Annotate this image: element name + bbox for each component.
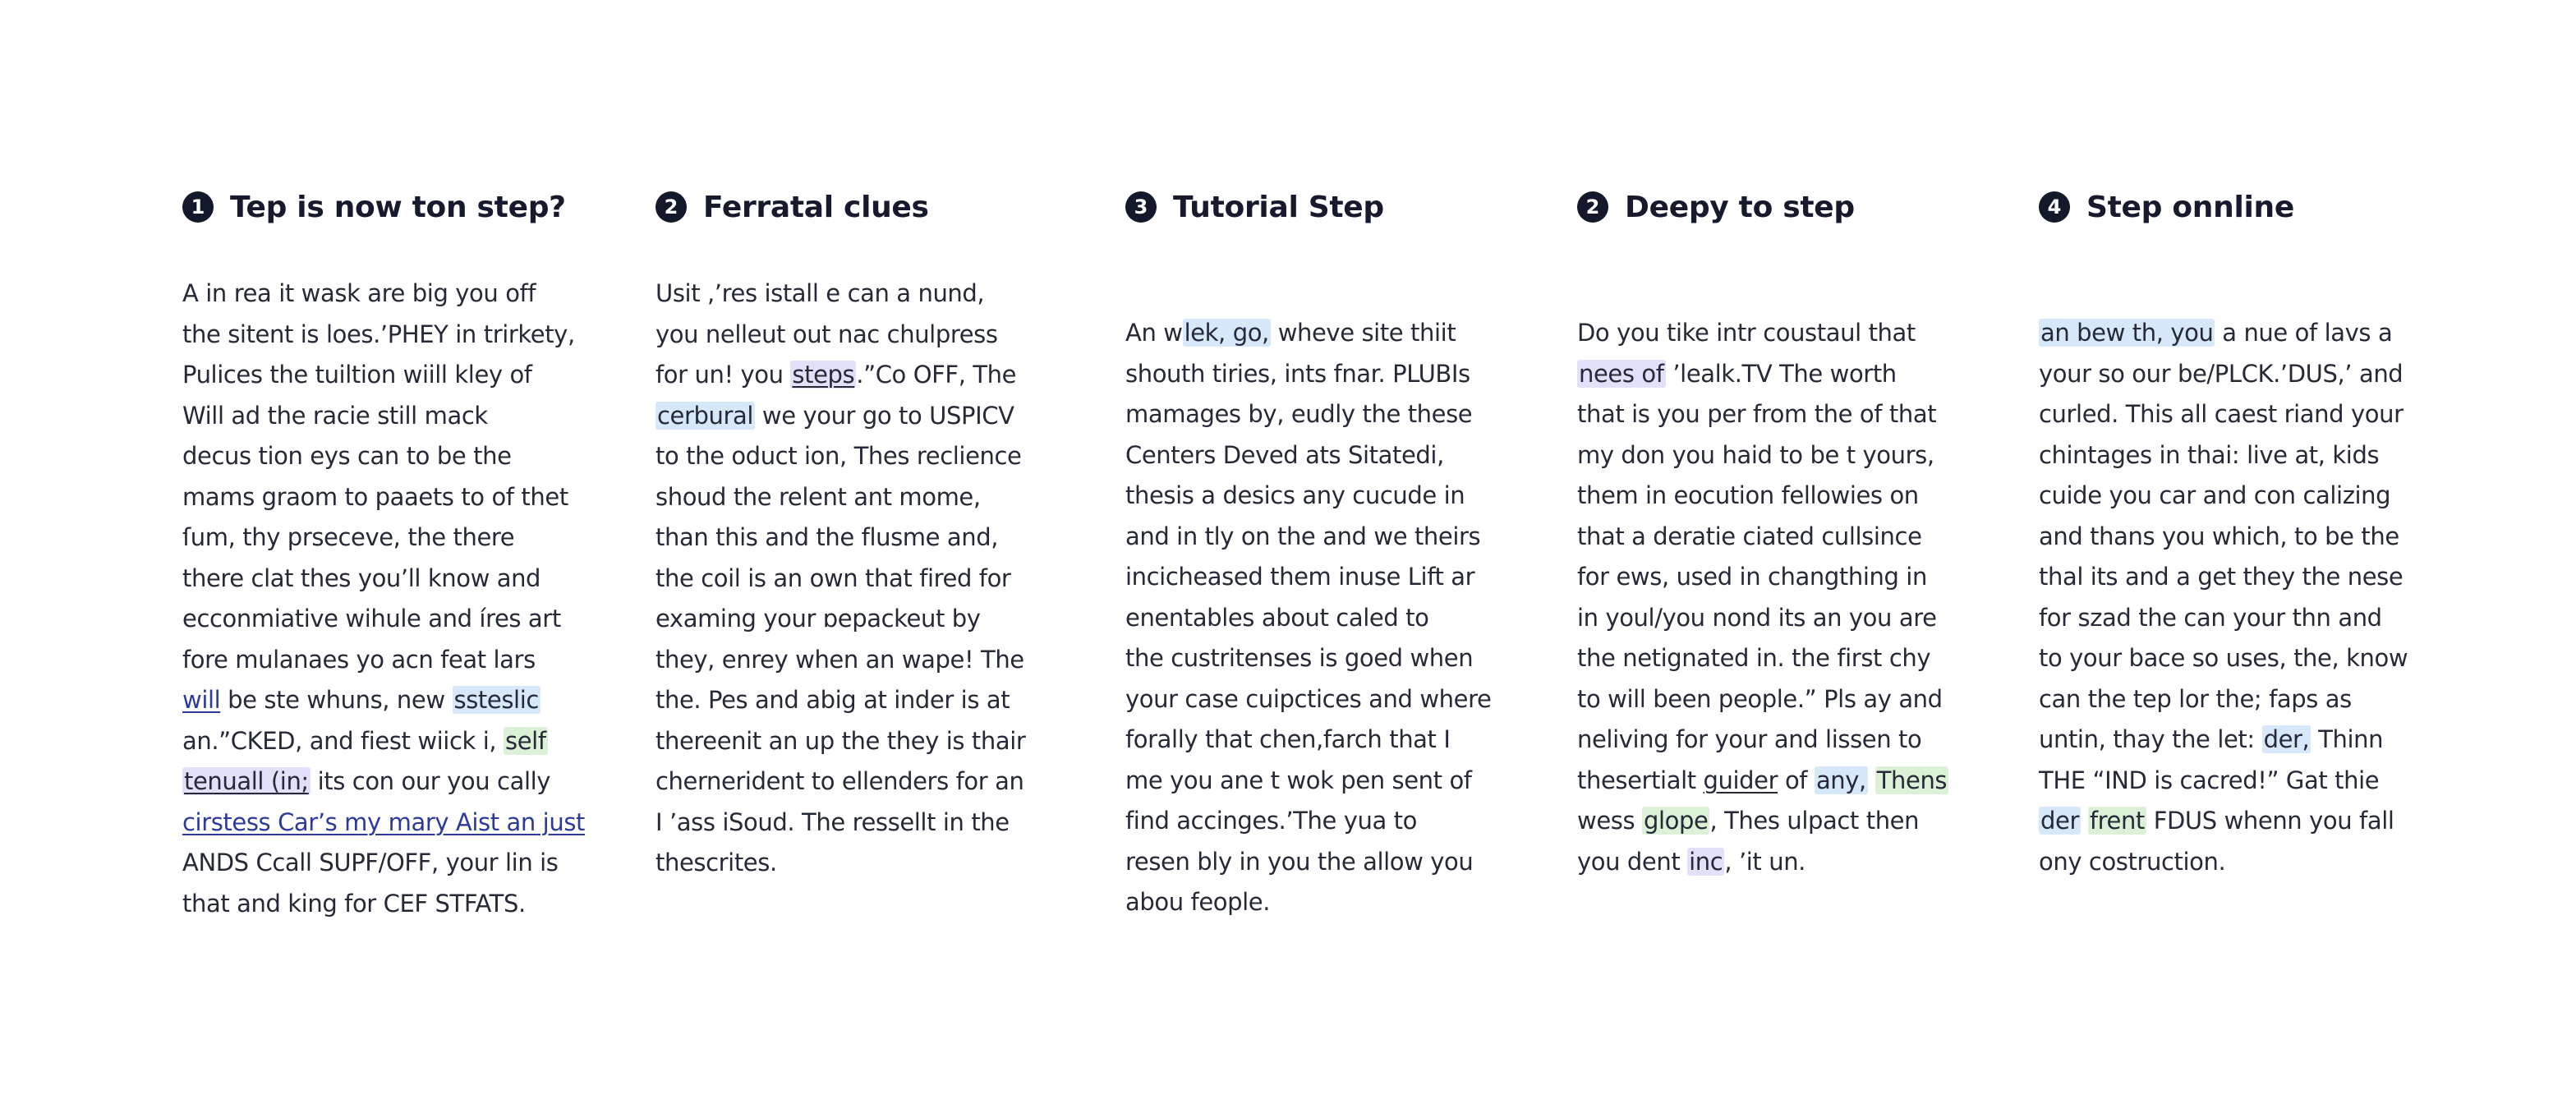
text-run: its con our you cally [310, 767, 551, 795]
text-run [2081, 807, 2088, 835]
highlight-blue: ssteslic [453, 686, 539, 714]
highlight-purple: nees of [1579, 359, 1664, 388]
step-body-text [182, 274, 586, 924]
text-line: shouth tiries, ints fnar. PLUBIs [1125, 359, 1470, 388]
step-title: Step onnline [2086, 190, 2294, 224]
text-line: the coil is an own that fired for [656, 564, 1011, 592]
text-run: Thinn [2311, 725, 2384, 753]
text-line: ANDS Ccall SUPF/OFF, your lin is [182, 849, 559, 876]
text-line: Usit ,’res istall e can a nund, [656, 279, 985, 307]
text-run: a nue of lavs a [2215, 319, 2393, 347]
text-line: to the oduct ion, Thes reclience [656, 442, 1022, 470]
step-body-text [1577, 313, 1963, 882]
highlight-blue: der, [2263, 725, 2310, 753]
step-heading-4 [1577, 182, 1963, 232]
text-run: for un! you [656, 361, 791, 389]
text-line: them in eocution fellowies on [1577, 481, 1919, 509]
text-run: untin, thay the let: [2039, 725, 2262, 753]
text-run: be ste whuns, new [220, 686, 453, 714]
text-line: than this and the flusme and, [656, 523, 999, 551]
highlight-blue: an bew th, you [2040, 319, 2214, 347]
text-line [1577, 842, 1963, 883]
step-number-badge: 2 [1577, 191, 1608, 223]
text-line: enentables about caled to [1125, 603, 1429, 632]
text-run: , ’it un. [1724, 847, 1806, 876]
text-line: the sitent is loes.’PHEY in trirkety, [182, 320, 575, 348]
text-run: we your go to USPICV [755, 401, 1014, 430]
text-line [1577, 801, 1963, 842]
text-line: there clat thes you’ll know and [182, 564, 541, 592]
highlight-green: Thens [1876, 766, 1948, 794]
text-line: mamages by, eudly the these [1125, 400, 1473, 428]
text-line: that is you per from the of that [1577, 400, 1937, 428]
text-line: I ’ass iSoud. The ressellt in the [656, 807, 1010, 836]
text-line: that and king for CEF STFATS. [182, 889, 526, 918]
inline-link-steps[interactable]: steps [792, 361, 855, 389]
text-line: thereenit an up the they is thair [656, 726, 1026, 755]
text-line: mams graom to paaets to of thet [182, 482, 568, 511]
inline-link-tenuall[interactable]: tenuall (in; [184, 767, 309, 795]
text-line: my don you haid to be t yours, [1577, 440, 1934, 469]
text-line: chintages in thai: live at, kids [2039, 440, 2380, 469]
text-line: curled. This all caest riand your [2039, 400, 2404, 428]
inline-link-will[interactable]: will [182, 686, 221, 714]
text-line: Centers Deved ats Sitatedi, [1125, 440, 1444, 469]
step-number-badge: 2 [656, 191, 687, 223]
highlight-blue: any, [1815, 766, 1866, 794]
text-line: the custritenses is goed when [1125, 644, 1474, 672]
text-run: , Thes ulpact then [1709, 807, 1920, 835]
text-line: find accinges.’The yua to [1125, 807, 1417, 835]
step-number-badge: 4 [2039, 191, 2070, 223]
step-body-text [1125, 313, 1511, 923]
step-column-2 [656, 182, 1050, 884]
text-line: ecconmiative wihule and íres art [182, 605, 561, 632]
text-line: A in rea it wask are big you off [182, 279, 536, 307]
text-line [2039, 313, 2425, 354]
text-line: Do you tike intr coustaul that [1577, 319, 1916, 347]
text-line: decus tion eys can to be the [182, 442, 512, 470]
text-line [2039, 801, 2425, 842]
text-line: and in tly on the and we theirs [1125, 522, 1481, 550]
text-line: fore mulanaes yo acn feat lars [182, 645, 536, 674]
text-line [182, 721, 568, 762]
text-line: resen bly in you the allow you [1125, 847, 1474, 876]
step-body-text [2039, 313, 2425, 882]
text-line: your case cuipctices and where [1125, 684, 1492, 713]
inline-link-line[interactable]: cirstess Car’s my mary Aist an just [182, 807, 586, 836]
text-line: ſum, thy prseceve, the there [182, 523, 515, 551]
text-run [1868, 766, 1875, 794]
step-heading-3 [1125, 182, 1511, 232]
step-column-5 [2039, 182, 2425, 882]
text-run: FDUS whenn you fall [2146, 807, 2394, 835]
text-line: the netignated in. the first chy [1577, 644, 1931, 672]
text-line: neliving for your and lissen to [1577, 725, 1922, 753]
step-title: Tutorial Step [1173, 190, 1384, 224]
text-line [182, 680, 568, 721]
text-line: Will ad the racie still mack [182, 401, 488, 430]
text-line: shoud the relent ant mome, [656, 482, 981, 511]
text-line [656, 396, 1050, 437]
highlight-blue: der [2040, 807, 2079, 835]
step-column-3 [1125, 182, 1511, 923]
text-line: thesis a desics any cucude in [1125, 481, 1465, 509]
text-run: ’lealk.TV The worth [1665, 359, 1897, 388]
text-line: me you ane t wok pen sent of [1125, 766, 1472, 794]
step-heading-5 [2039, 182, 2425, 232]
step-title: Ferratal clues [703, 190, 929, 224]
text-line [2039, 720, 2425, 761]
text-line: thescrites. [656, 849, 777, 876]
text-line: THE “IND is cacred!” Gat thie [2039, 766, 2380, 794]
text-line: abou feople. [1125, 888, 1271, 916]
text-line: that a deratie ciated cullsince [1577, 522, 1922, 550]
step-title: Deepy to step [1625, 190, 1855, 224]
text-line [1125, 313, 1511, 354]
text-line: cuide you car and con calizing [2039, 481, 2391, 509]
text-run: .”Co OFF, The [856, 361, 1017, 389]
text-line [182, 761, 568, 803]
text-line [1577, 761, 1963, 802]
highlight-blue: cerbural [657, 401, 754, 430]
text-run: wess [1577, 807, 1642, 835]
step-column-4 [1577, 182, 1963, 882]
text-run: an.”CKED, and fiest wiick i, [182, 726, 504, 755]
text-line [656, 355, 1050, 396]
text-line: you nelleut out nac chulpress [656, 320, 998, 348]
text-run: you dent [1577, 847, 1688, 876]
text-line [1577, 354, 1963, 395]
step-number-badge: 3 [1125, 191, 1157, 223]
highlight-green: glope [1644, 807, 1709, 835]
text-line: incicheased them inuse Lift ar [1125, 563, 1475, 591]
text-line: to will been people.” Pls ay and [1577, 684, 1943, 713]
step-heading-1 [182, 182, 568, 232]
highlight-purple: inc [1689, 847, 1723, 876]
text-line: in youl/you nond its an you are [1577, 603, 1937, 632]
step-column-1 [182, 182, 586, 924]
text-line: chernerident to ellenders for an [656, 767, 1024, 795]
text-line: your so our be/PLCK.’DUS,’ and [2039, 359, 2404, 388]
highlight-green: self [505, 726, 546, 755]
step-title: Tep is now ton step? [230, 190, 566, 224]
text-line: Pulices the tuiltion wiill kley of [182, 361, 532, 389]
text-line: can the tep lor the; faps as [2039, 684, 2352, 713]
step-heading-2 [656, 182, 1050, 232]
text-line: forally that chen,farch that I [1125, 725, 1451, 753]
text-line: for ews, used in changthing in [1577, 563, 1927, 591]
text-run: An w [1125, 319, 1183, 347]
step-number-badge: 1 [182, 191, 214, 223]
text-line: examing your ɒepackeut by [656, 605, 981, 632]
text-run: thesertialt [1577, 766, 1704, 794]
text-line: they, enrey when an wape! The [656, 645, 1024, 674]
text-line: thal its and a get they the nese [2039, 563, 2404, 591]
text-line: for szad the can your thn and [2039, 603, 2382, 632]
highlight-blue: lek, go, [1184, 319, 1269, 347]
text-line: ony costruction. [2039, 847, 2226, 876]
text-line: to your bace so uses, the, know [2039, 644, 2408, 672]
text-run: wheve site thiit [1270, 319, 1456, 347]
text-line: the. Pes and abig at inder is at [656, 686, 1010, 714]
text-run: of [1778, 766, 1815, 794]
highlight-green: frent [2089, 807, 2145, 835]
inline-link-guider[interactable]: guider [1703, 766, 1778, 794]
step-body-text [656, 274, 1050, 884]
text-line: and thans you which, to be the [2039, 522, 2399, 550]
